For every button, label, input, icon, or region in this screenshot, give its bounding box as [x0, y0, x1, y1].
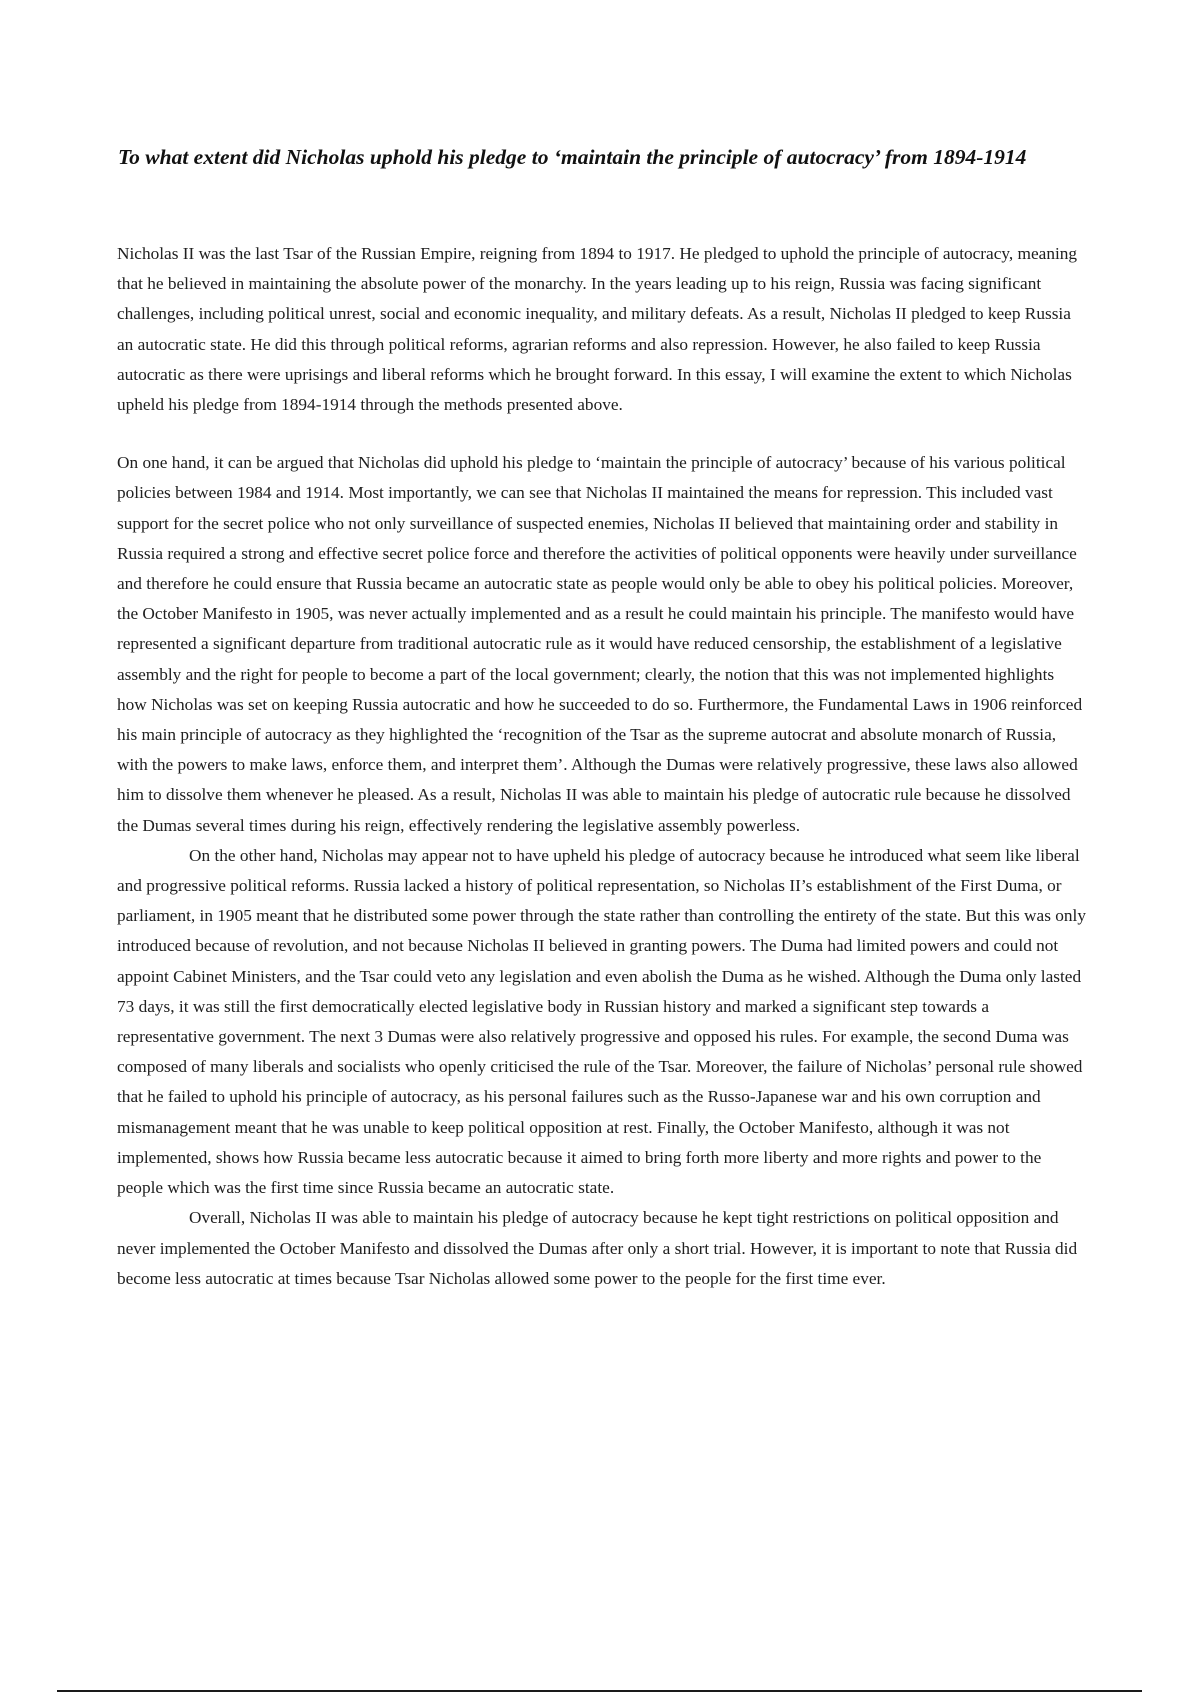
paragraph-conclusion: Overall, Nicholas II was able to maintain his pledge of autocracy because he kept tight restrictions on political opposition and never implemented the October Manifesto and dissolved the Dumas after only a short trial. However, it is important to note that Russia did become less autocratic at times because Tsar Nicholas allowed some power to the people for the first time ever.: [117, 1208, 1078, 1288]
essay-body: [117, 239, 1087, 1294]
essay-title: To what extent did Nicholas uphold his pledge to ‘maintain the principle of autocracy’ from 1894-1914: [118, 145, 1027, 169]
paragraph-introduction: Nicholas II was the last Tsar of the Russian Empire, reigning from 1894 to 1917. He pledged to uphold the principle of autocracy, meaning that he believed in maintaining the absolute power of the monarchy. In the years leading up to his reign, Russia was facing significant challenges, including political unrest, social and economic inequality, and military defeats. As a result, Nicholas II pledged to keep Russia an autocratic state. He did this through political reforms, agrarian reforms and also repression. However, he also failed to keep Russia autocratic as there were uprisings and liberal reforms which he brought forward. In this essay, I will examine the extent to which Nicholas upheld his pledge from 1894-1914 through the methods presented above.: [117, 244, 1078, 415]
bottom-rule-divider: [57, 1690, 1142, 1692]
paragraph-argument-for: On one hand, it can be argued that Nicholas did uphold his pledge to ‘maintain the principle of autocracy’ because of his various political policies between 1984 and 1914. Most importantly, we can see that Nicholas II maintained the means for repression. This included vast support for the secret police who not only surveillance of suspected enemies, Nicholas II believed that maintaining order and stability in Russia required a strong and effective secret police force and therefore the activities of political opponents were heavily under surveillance and therefore he could ensure that Russia became an autocratic state as people would only be able to obey his political policies. Moreover, the October Manifesto in 1905, was never actually implemented and as a result he could maintain his principle. The manifesto would have represented a significant departure from traditional autocratic rule as it would have reduced censorship, the establishment of a legislative assembly and the right for people to become a part of the local government; clearly, the notion that this was not implemented highlights how Nicholas was set on keeping Russia autocratic and how he succeeded to do so. Furthermore, the Fundamental Laws in 1906 reinforced his main principle of autocracy as they highlighted the ‘recognition of the Tsar as the supreme autocrat and absolute monarch of Russia, with the powers to make laws, enforce them, and interpret them’. Although the Dumas were relatively progressive, these laws also allowed him to dissolve them whenever he pleased. As a result, Nicholas II was able to maintain his pledge of autocratic rule because he dissolved the Dumas several times during his reign, effectively rendering the legislative assembly powerless.: [117, 453, 1083, 835]
paragraph-argument-against: On the other hand, Nicholas may appear not to have upheld his pledge of autocracy because he introduced what seem like liberal and progressive political reforms. Russia lacked a history of political representation, so Nicholas II’s establishment of the First Duma, or parliament, in 1905 meant that he distributed some power through the state rather than controlling the entirety of the state. But this was only introduced because of revolution, and not because Nicholas II believed in granting powers. The Duma had limited powers and could not appoint Cabinet Ministers, and the Tsar could veto any legislation and even abolish the Duma as he wished. Although the Duma only lasted 73 days, it was still the first democratically elected legislative body in Russian history and marked a significant step towards a representative government. The next 3 Dumas were also relatively progressive and opposed his rules. For example, the second Duma was composed of many liberals and socialists who openly criticised the rule of the Tsar. Moreover, the failure of Nicholas’ personal rule showed that he failed to uphold his principle of autocracy, as his personal failures such as the Russo-Japanese war and his own corruption and mismanagement meant that he was unable to keep political opposition at rest. Finally, the October Manifesto, although it was not implemented, shows how Russia became less autocratic because it aimed to bring forth more liberty and more rights and power to the people which was the first time since Russia became an autocratic state.: [117, 845, 1086, 1198]
